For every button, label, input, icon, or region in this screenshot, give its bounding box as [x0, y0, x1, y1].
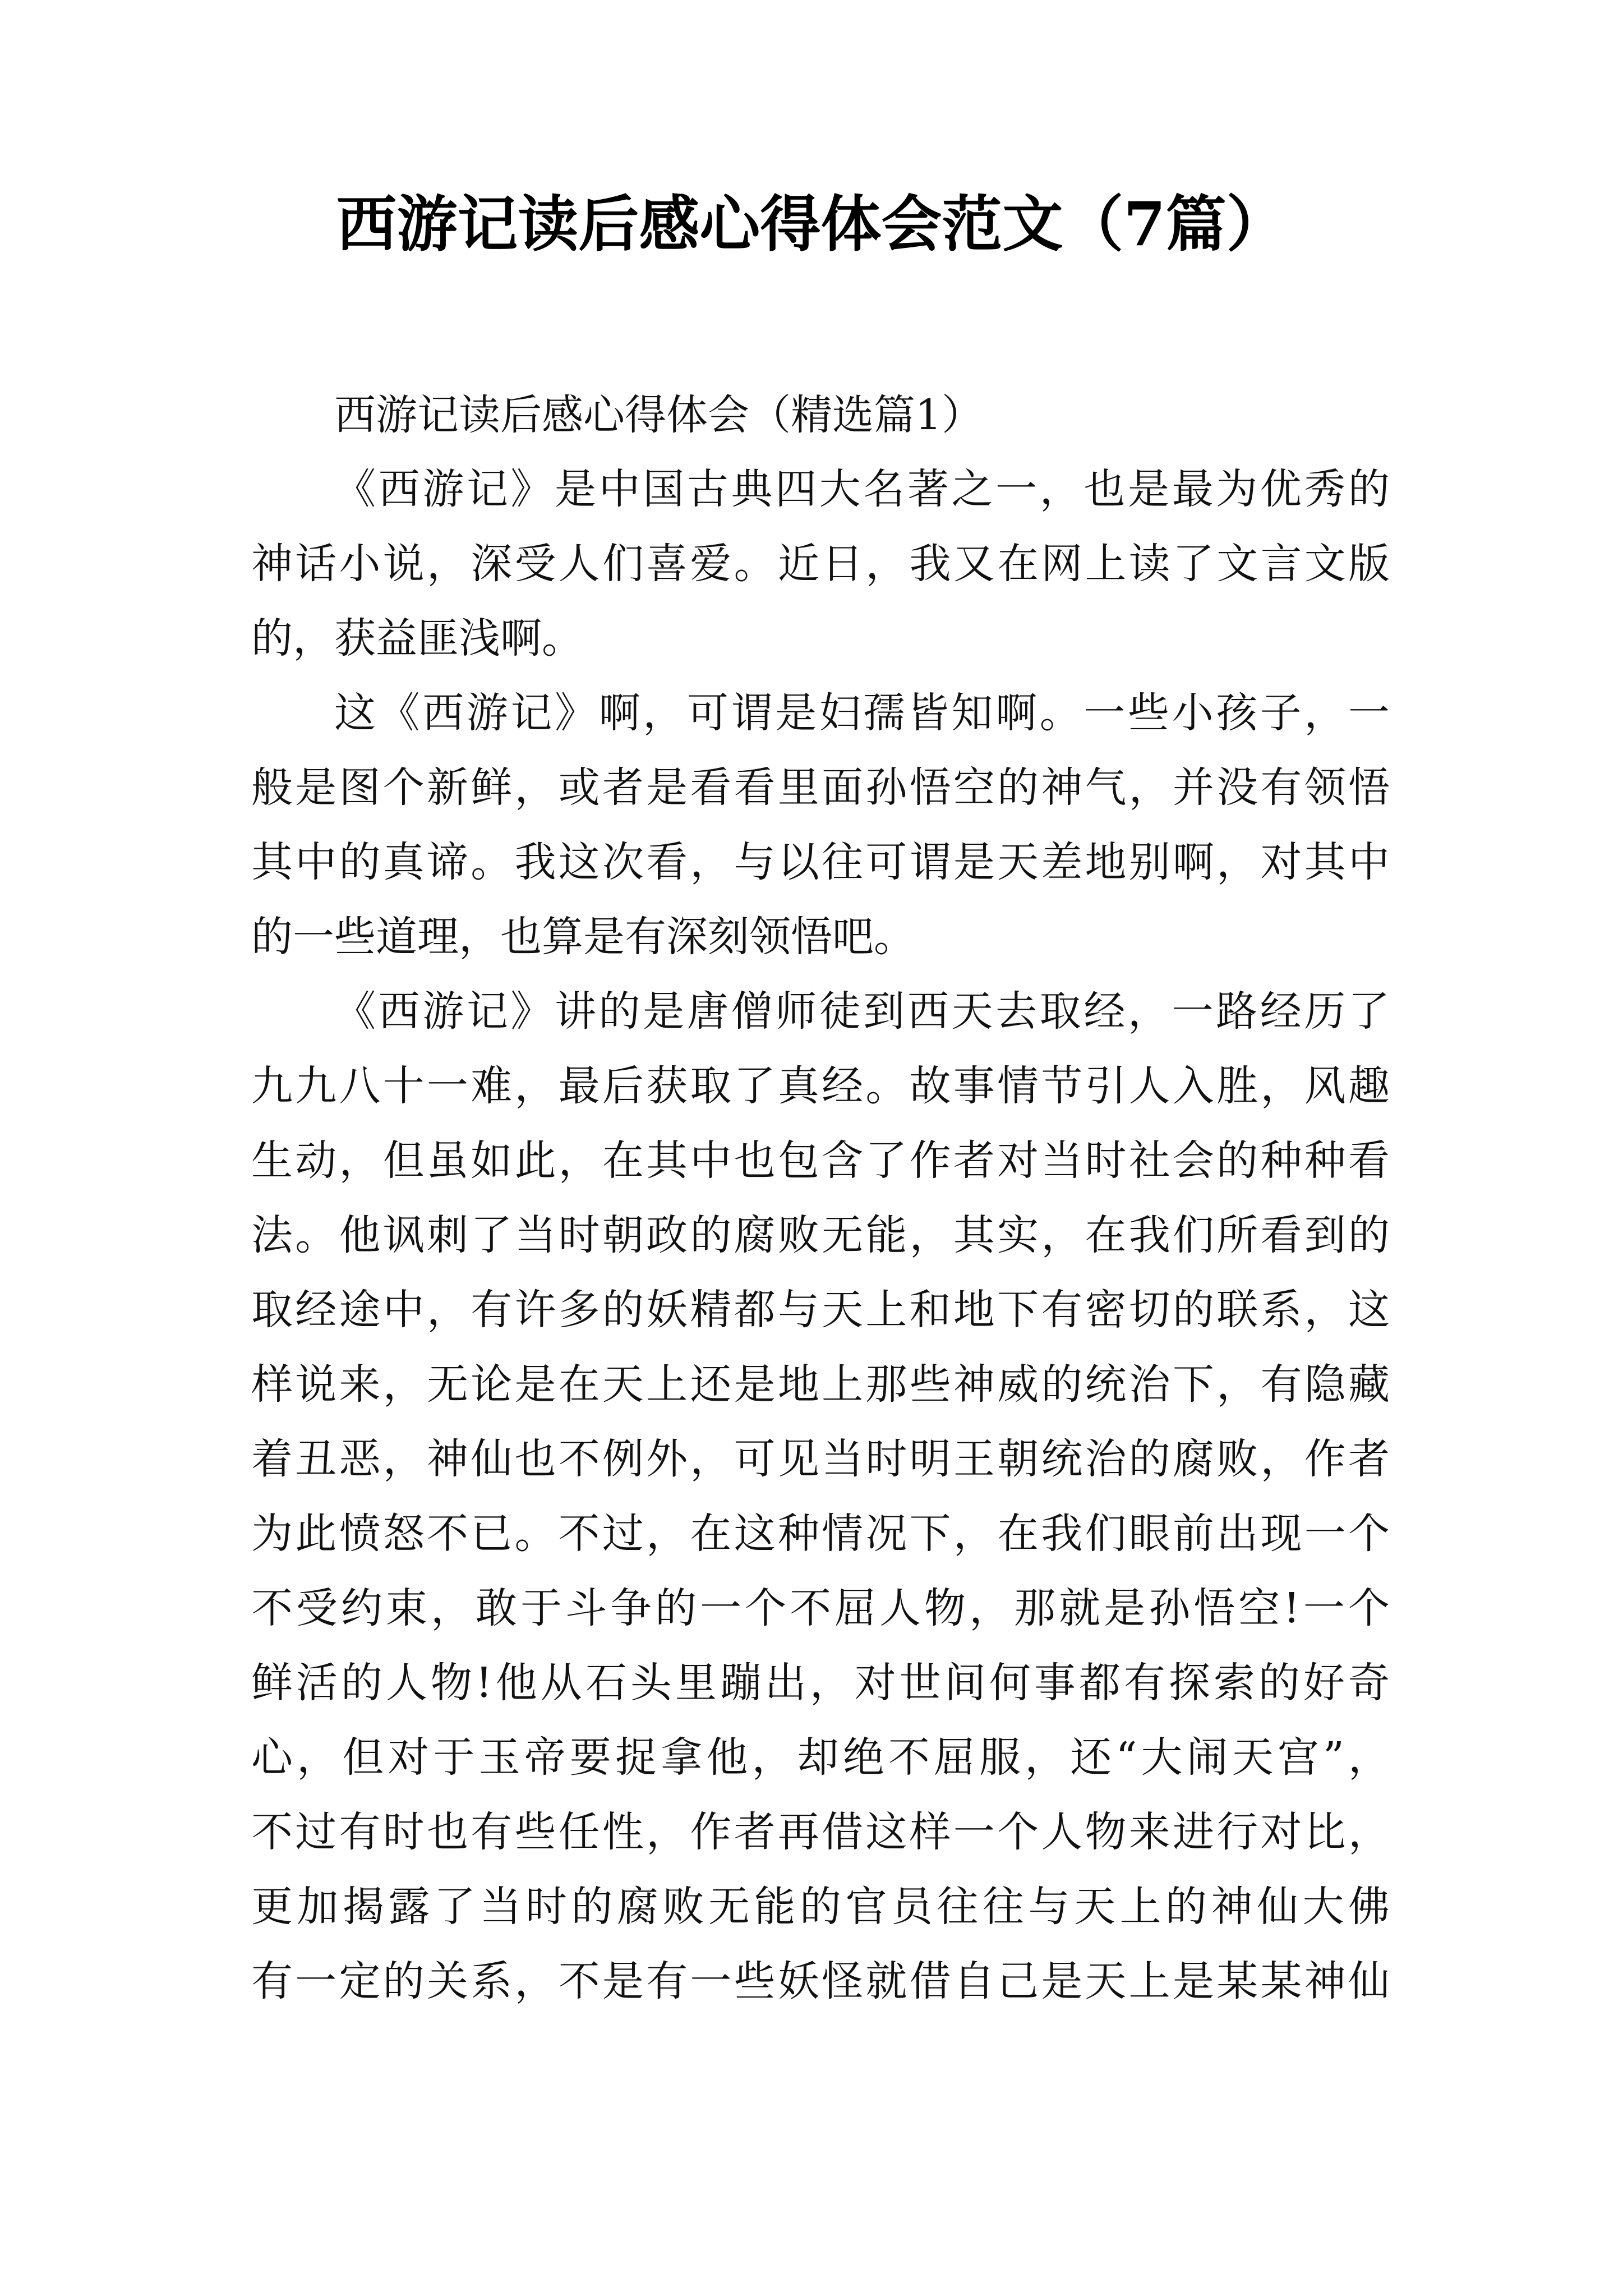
paragraph-line: 般是图个新鲜，或者是看看里面孙悟空的神气，并没有领悟: [251, 763, 1390, 812]
paragraph-line: 这《西游记》啊，可谓是妇孺皆知啊。一些小孩子，一: [334, 689, 1390, 737]
paragraph-line: 样说来，无论是在天上还是地上那些神威的统治下，有隐藏: [251, 1360, 1390, 1409]
paragraph-line: 《西游记》讲的是唐僧师徒到西天去取经，一路经历了: [334, 987, 1390, 1036]
paragraph-line: 着丑恶，神仙也不例外，可见当时明王朝统治的腐败，作者: [251, 1435, 1390, 1483]
paragraph-line: 的一些道理，也算是有深刻领悟吧。: [251, 913, 915, 961]
paragraph-line: 有一定的关系，不是有一些妖怪就借自己是天上是某某神仙: [251, 1957, 1390, 2005]
document-title: 西游记读后感心得体会范文（7篇）: [336, 189, 1287, 260]
paragraph-line: 九九八十一难，最后获取了真经。故事情节引人入胜，风趣: [251, 1062, 1390, 1110]
paragraph-line: 的，获益匪浅啊。: [251, 614, 583, 662]
paragraph-line: 更加揭露了当时的腐败无能的官员往往与天上的神仙大佛: [251, 1883, 1390, 1931]
paragraph-line: 不受约束，敢于斗争的一个不屈人物，那就是孙悟空!一个: [251, 1584, 1390, 1632]
paragraph-line: 鲜活的人物!他从石头里蹦出，对世间何事都有探索的好奇: [251, 1659, 1390, 1707]
paragraph-line: 心，但对于玉帝要捉拿他，却绝不屈服，还“大闹天宫”，: [251, 1733, 1390, 1782]
paragraph-line: 为此愤怒不已。不过，在这种情况下，在我们眼前出现一个: [251, 1510, 1390, 1558]
paragraph-line: 生动，但虽如此，在其中也包含了作者对当时社会的种种看: [251, 1137, 1390, 1185]
paragraph-line: 法。他讽刺了当时朝政的腐败无能，其实，在我们所看到的: [251, 1211, 1390, 1259]
paragraph-line: 《西游记》是中国古典四大名著之一，也是最为优秀的: [334, 465, 1390, 513]
paragraph-line: 神话小说，深受人们喜爱。近日，我又在网上读了文言文版: [251, 540, 1390, 588]
paragraph-line: 不过有时也有些任性，作者再借这样一个人物来进行对比，: [251, 1808, 1390, 1856]
section-heading: 西游记读后感心得体会（精选篇1）: [334, 391, 984, 439]
paragraph-line: 取经途中，有许多的妖精都与天上和地下有密切的联系，这: [251, 1286, 1390, 1334]
paragraph-line: 其中的真谛。我这次看，与以往可谓是天差地别啊，对其中: [251, 838, 1390, 886]
